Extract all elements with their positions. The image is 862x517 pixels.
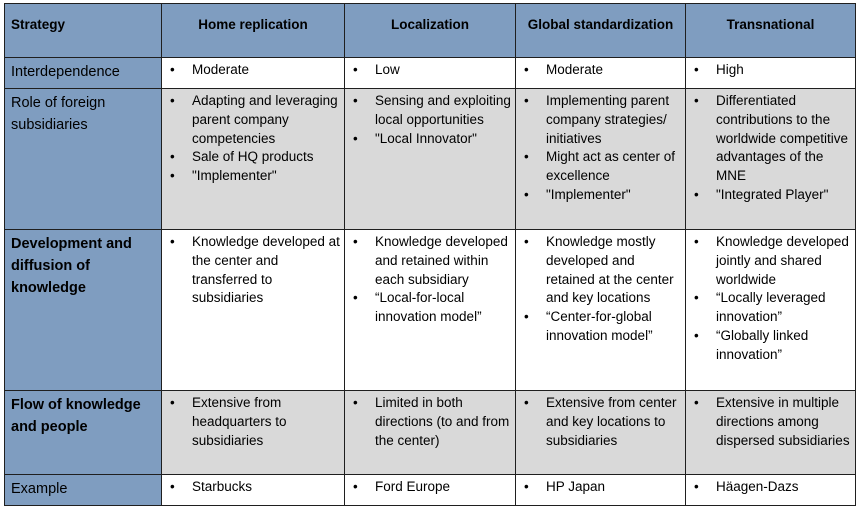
list-item-text: Extensive from headquarters to subsidiaries xyxy=(192,395,287,448)
bullet-dot: • xyxy=(353,395,358,410)
cell xyxy=(345,89,516,230)
cell xyxy=(686,58,856,89)
list-item xyxy=(166,478,340,497)
bullet-dot: • xyxy=(524,149,529,165)
list-item xyxy=(166,167,340,186)
bullet-dot: • xyxy=(170,479,175,494)
row-role-of-foreign-subsidiaries xyxy=(5,89,856,230)
bullet-dot: • xyxy=(694,93,699,108)
bullet-dot: • xyxy=(694,479,699,494)
list-item xyxy=(166,148,340,167)
list-item xyxy=(520,92,681,148)
bullet-list xyxy=(520,233,681,346)
bullet-list xyxy=(349,394,511,450)
list-item xyxy=(349,394,511,450)
list-item xyxy=(690,478,851,497)
list-item-text: Sale of HQ products xyxy=(192,149,314,165)
list-item xyxy=(690,233,851,289)
list-item-text: Extensive in multiple directions among dispersed subsidiaries xyxy=(716,395,850,448)
row-flow-of-knowledge xyxy=(5,391,856,475)
list-item-text: Might act as center of excellence xyxy=(546,149,676,184)
bullet-list xyxy=(166,233,340,308)
list-item-text: Implementing parent company strategies/ initiatives xyxy=(546,93,670,146)
list-item-text: High xyxy=(716,62,744,77)
cell xyxy=(516,58,686,89)
header-transnational: Transnational xyxy=(686,4,856,58)
cell xyxy=(516,230,686,391)
row-development-and-diffusion xyxy=(5,230,856,391)
row-example xyxy=(5,475,856,506)
list-item-text: "Local Innovator" xyxy=(375,130,477,146)
header-row xyxy=(5,4,856,58)
cell xyxy=(162,89,345,230)
list-item xyxy=(520,148,681,186)
list-item-text: Moderate xyxy=(546,62,604,77)
bullet-dot: • xyxy=(524,93,529,108)
cell xyxy=(345,58,516,89)
list-item-text: Adapting and leveraging parent company competencies xyxy=(192,93,338,146)
list-item xyxy=(520,61,681,80)
cell xyxy=(345,391,516,475)
strategy-comparison-table xyxy=(4,3,856,506)
row-label-interdependence: Interdependence xyxy=(5,58,162,89)
list-item-text: Knowledge developed at the center and transferred to subsidiaries xyxy=(192,234,340,306)
list-item-text: Low xyxy=(375,62,400,77)
row-label-flow-of-knowledge: Flow of knowledge and people xyxy=(5,391,162,475)
bullet-list xyxy=(349,92,511,148)
bullet-dot: • xyxy=(524,234,529,249)
list-item xyxy=(166,92,340,148)
cell xyxy=(162,475,345,506)
bullet-dot: • xyxy=(170,395,175,410)
list-item xyxy=(166,233,340,308)
bullet-list xyxy=(690,478,851,497)
list-item-text: Häagen-Dazs xyxy=(716,479,799,494)
list-item xyxy=(349,130,511,149)
bullet-dot: • xyxy=(524,309,529,325)
cell xyxy=(345,230,516,391)
list-item-text: Ford Europe xyxy=(375,479,451,494)
bullet-dot: • xyxy=(694,62,699,77)
bullet-list xyxy=(349,478,511,497)
list-item-text: Knowledge mostly developed and retained at the center and key locations xyxy=(546,234,674,306)
bullet-dot: • xyxy=(524,62,529,77)
bullet-list xyxy=(520,92,681,205)
bullet-list xyxy=(520,61,681,80)
bullet-dot: • xyxy=(353,234,358,249)
list-item xyxy=(349,478,511,497)
bullet-dot: • xyxy=(694,395,699,410)
list-item-text: "Implementer" xyxy=(546,186,631,202)
cell xyxy=(162,391,345,475)
bullet-dot: • xyxy=(353,290,358,306)
list-item xyxy=(690,394,851,450)
header-localization: Localization xyxy=(345,4,516,58)
row-label-development-and-diffusion: Development and diffusion of knowledge xyxy=(5,230,162,391)
bullet-dot: • xyxy=(694,186,699,202)
cell xyxy=(686,475,856,506)
cell xyxy=(686,391,856,475)
cell xyxy=(345,475,516,506)
list-item-text: Starbucks xyxy=(192,479,253,494)
cell xyxy=(686,89,856,230)
bullet-list xyxy=(166,92,340,186)
cell xyxy=(686,230,856,391)
bullet-dot: • xyxy=(353,479,358,494)
bullet-dot: • xyxy=(170,168,175,184)
list-item xyxy=(690,92,851,186)
bullet-dot: • xyxy=(524,186,529,202)
list-item xyxy=(520,308,681,346)
bullet-dot: • xyxy=(524,395,529,410)
list-item xyxy=(690,327,851,365)
list-item-text: Limited in both directions (to and from the center) xyxy=(375,395,510,448)
bullet-list xyxy=(690,394,851,450)
bullet-dot: • xyxy=(170,234,175,249)
bullet-dot: • xyxy=(694,327,699,343)
bullet-list xyxy=(520,394,681,450)
list-item-text: "Integrated Player" xyxy=(716,186,829,202)
list-item-text: Extensive from center and key locations to subsidiaries xyxy=(546,395,677,448)
bullet-dot: • xyxy=(694,234,699,249)
bullet-dot: • xyxy=(353,130,358,146)
bullet-dot: • xyxy=(170,93,175,108)
list-item xyxy=(690,186,851,205)
list-item xyxy=(349,92,511,130)
cell xyxy=(162,58,345,89)
list-item xyxy=(690,289,851,327)
row-label-role-of-foreign-subsidiaries: Role of foreign subsidiaries xyxy=(5,89,162,230)
bullet-list xyxy=(690,61,851,80)
bullet-list xyxy=(349,61,511,80)
cell xyxy=(516,475,686,506)
bullet-dot: • xyxy=(524,479,529,494)
list-item xyxy=(520,478,681,497)
list-item xyxy=(520,186,681,205)
header-home-replication: Home replication xyxy=(162,4,345,58)
list-item-text: “Globally linked innovation” xyxy=(716,327,809,362)
bullet-dot: • xyxy=(170,149,175,165)
bullet-dot: • xyxy=(694,290,699,306)
row-interdependence xyxy=(5,58,856,89)
list-item-text: “Locally leveraged innovation” xyxy=(716,290,826,325)
bullet-list xyxy=(166,394,340,450)
row-label-example: Example xyxy=(5,475,162,506)
list-item-text: Differentiated contributions to the worldwide competitive advantages of the MNE xyxy=(716,93,849,184)
list-item xyxy=(520,233,681,308)
list-item-text: Moderate xyxy=(192,62,250,77)
list-item-text: HP Japan xyxy=(546,479,606,494)
header-global-standardization: Global standardization xyxy=(516,4,686,58)
list-item-text: “Local-for-local innovation model” xyxy=(375,290,482,325)
list-item-text: Sensing and exploiting local opportunities xyxy=(375,93,511,127)
list-item-text: Knowledge developed and retained within each subsidiary xyxy=(375,234,508,287)
list-item xyxy=(520,394,681,450)
list-item-text: Knowledge developed jointly and shared worldwide xyxy=(716,234,849,287)
bullet-list xyxy=(520,478,681,497)
bullet-dot: • xyxy=(353,93,358,108)
bullet-dot: • xyxy=(170,62,175,77)
bullet-dot: • xyxy=(353,62,358,77)
header-strategy: Strategy xyxy=(5,4,162,58)
bullet-list xyxy=(690,233,851,365)
list-item-text: “Center-for-global innovation model” xyxy=(546,309,653,343)
bullet-list xyxy=(690,92,851,205)
bullet-list xyxy=(166,478,340,497)
list-item xyxy=(349,61,511,80)
bullet-list xyxy=(349,233,511,327)
list-item-text: "Implementer" xyxy=(192,168,277,184)
list-item xyxy=(690,61,851,80)
list-item xyxy=(166,61,340,80)
cell xyxy=(516,391,686,475)
bullet-list xyxy=(166,61,340,80)
cell xyxy=(516,89,686,230)
cell xyxy=(162,230,345,391)
list-item xyxy=(349,233,511,289)
list-item xyxy=(166,394,340,450)
list-item xyxy=(349,289,511,327)
